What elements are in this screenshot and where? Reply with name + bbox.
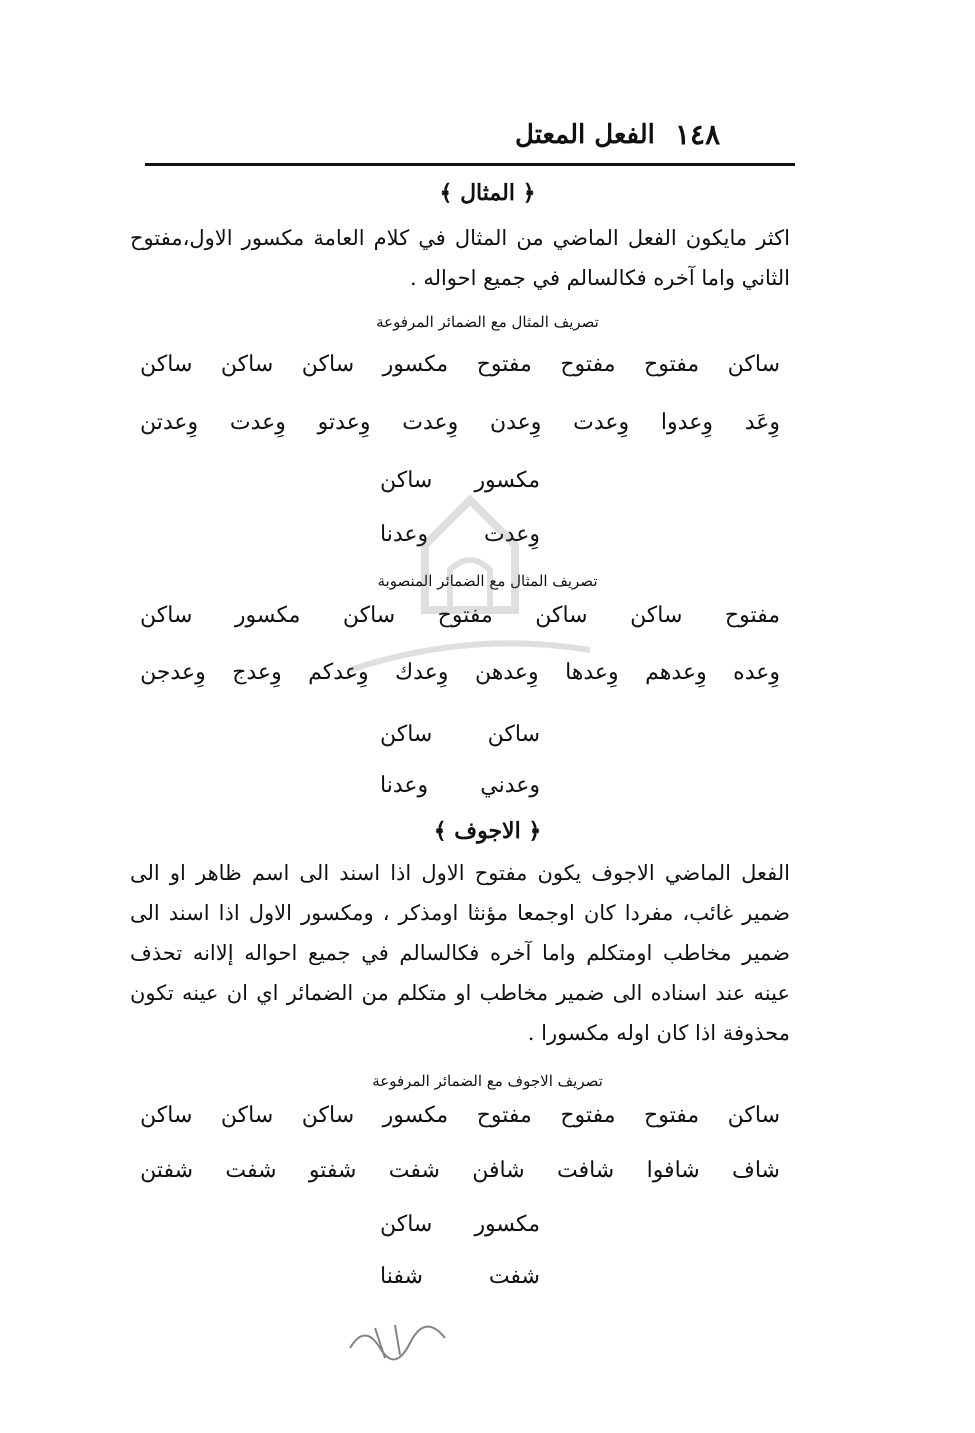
table-cell: ساكن <box>220 1103 274 1128</box>
table-cell: ساكن <box>727 1103 780 1128</box>
table-cell: وِعدج <box>232 660 282 685</box>
table3-row2 <box>140 1158 780 1183</box>
table-cell: ساكن <box>140 603 193 628</box>
table-cell: وِعدك <box>395 660 449 685</box>
table-cell: مكسور <box>382 352 449 377</box>
table-cell: ساكن <box>487 722 540 747</box>
page-header <box>145 118 795 158</box>
table-cell: ساكن <box>140 352 193 377</box>
table-cell: شفتو <box>308 1158 357 1183</box>
table-cell: وِعدت <box>229 410 286 435</box>
table-cell: وِعدتو <box>317 410 371 435</box>
paragraph-mithal: اكثر مايكون الفعل الماضي من المثال في كلام العامة مكسور الاول،مفتوح الثاني واما آخره فكالسالم في جميع احواله . <box>130 226 790 290</box>
section-title-mithal: ﴿ المثال ﴾ <box>439 180 536 206</box>
table-cell: مفتوح <box>476 352 532 377</box>
table-cell: شافت <box>556 1158 615 1183</box>
table-cell: مكسور <box>474 468 540 493</box>
table-cell: وِعدجن <box>140 660 206 685</box>
signature-stamp <box>345 1313 455 1363</box>
table1-row1 <box>140 352 780 377</box>
table-cell: ساكن <box>342 603 396 628</box>
table-cell: شافن <box>472 1158 525 1183</box>
table1-row2 <box>140 410 780 435</box>
table-cell: مفتوح <box>437 603 493 628</box>
table-cell: مكسور <box>382 1103 449 1128</box>
table-cell: ساكن <box>301 1103 355 1128</box>
table-cell: شفت <box>488 1264 540 1289</box>
table-cell: مفتوح <box>560 1103 616 1128</box>
section-title-ajwaf: ﴿ الاجوف ﴾ <box>433 818 542 844</box>
table-cell: وِعدها <box>565 660 619 685</box>
caption-mithal-mansuba: تصريف المثال مع الضمائر المنصوبة <box>377 572 598 590</box>
table-cell: وعدنا <box>380 522 429 547</box>
table-cell: ساكن <box>630 603 683 628</box>
table-cell: ساكن <box>380 468 433 493</box>
table-cell: وِعدت <box>402 410 459 435</box>
library-watermark <box>340 490 600 690</box>
table2-row4 <box>380 773 540 798</box>
table-cell: وعدنا <box>380 773 429 798</box>
table-cell: وِعدتن <box>140 410 199 435</box>
table-cell: ساكن <box>727 352 780 377</box>
header-rule <box>145 163 795 166</box>
table-cell: مفتوح <box>476 1103 532 1128</box>
table2-row3 <box>380 722 540 747</box>
table-cell: شفنا <box>380 1264 423 1289</box>
table-cell: شافوا <box>646 1158 700 1183</box>
table-cell: شفت <box>388 1158 440 1183</box>
table-cell: ساكن <box>220 352 274 377</box>
table-cell: وعدني <box>480 773 540 798</box>
running-title: الفعل المعتل <box>515 120 655 150</box>
table3-row1 <box>140 1103 780 1128</box>
table-cell: مفتوح <box>644 1103 700 1128</box>
table-cell: وِعده <box>733 660 780 685</box>
table3-row3 <box>380 1212 540 1237</box>
table-cell: مفتوح <box>560 352 616 377</box>
table-cell: وِعدهن <box>474 660 539 685</box>
table-cell: مفتوح <box>644 352 700 377</box>
table-cell: مكسور <box>474 1212 540 1237</box>
table-cell: مكسور <box>234 603 301 628</box>
table-cell: شفتن <box>140 1158 194 1183</box>
page-number: ١٤٨ <box>675 118 721 151</box>
table-cell: وِعدن <box>489 410 542 435</box>
table-cell: مفتوح <box>724 603 780 628</box>
table3-row4 <box>380 1264 540 1289</box>
table-cell: ساكن <box>140 1103 193 1128</box>
table-cell: شفت <box>225 1158 277 1183</box>
table-cell: ساكن <box>535 603 588 628</box>
table-cell: شاف <box>732 1158 780 1183</box>
table-cell: ساكن <box>380 1212 433 1237</box>
table-cell: وِعدوا <box>660 410 713 435</box>
table-cell: ساكن <box>380 722 433 747</box>
paragraph-ajwaf: الفعل الماضي الاجوف يكون مفتوح الاول اذا اسند الى اسم ظاهر او الى ضمير غائب، مفردا كان اوجمعا مؤنثا اومذكر ، ومكسور الاول اذا اسند الى ضمير مخاطب اومتكلم واما آخره فكالسالم في جميع احواله إلاانه تحذف عينه عند اسناده الى ضمير مخاطب او متكلم من الضمائر اي ان عينه تكون محذوفة اذا كان اوله مكسورا . <box>130 861 790 1045</box>
table-cell: وِعدت <box>573 410 630 435</box>
table-cell: وِعَد <box>744 410 780 435</box>
table-cell: وِعدكم <box>308 660 369 685</box>
table-cell: وِعدت <box>483 522 540 547</box>
table-cell: ساكن <box>301 352 355 377</box>
caption-ajwaf-marfua: تصريف الاجوف مع الضمائر المرفوعة <box>372 1072 603 1090</box>
caption-mithal-marfua: تصريف المثال مع الضمائر المرفوعة <box>376 313 599 331</box>
table-cell: وِعدهم <box>645 660 707 685</box>
